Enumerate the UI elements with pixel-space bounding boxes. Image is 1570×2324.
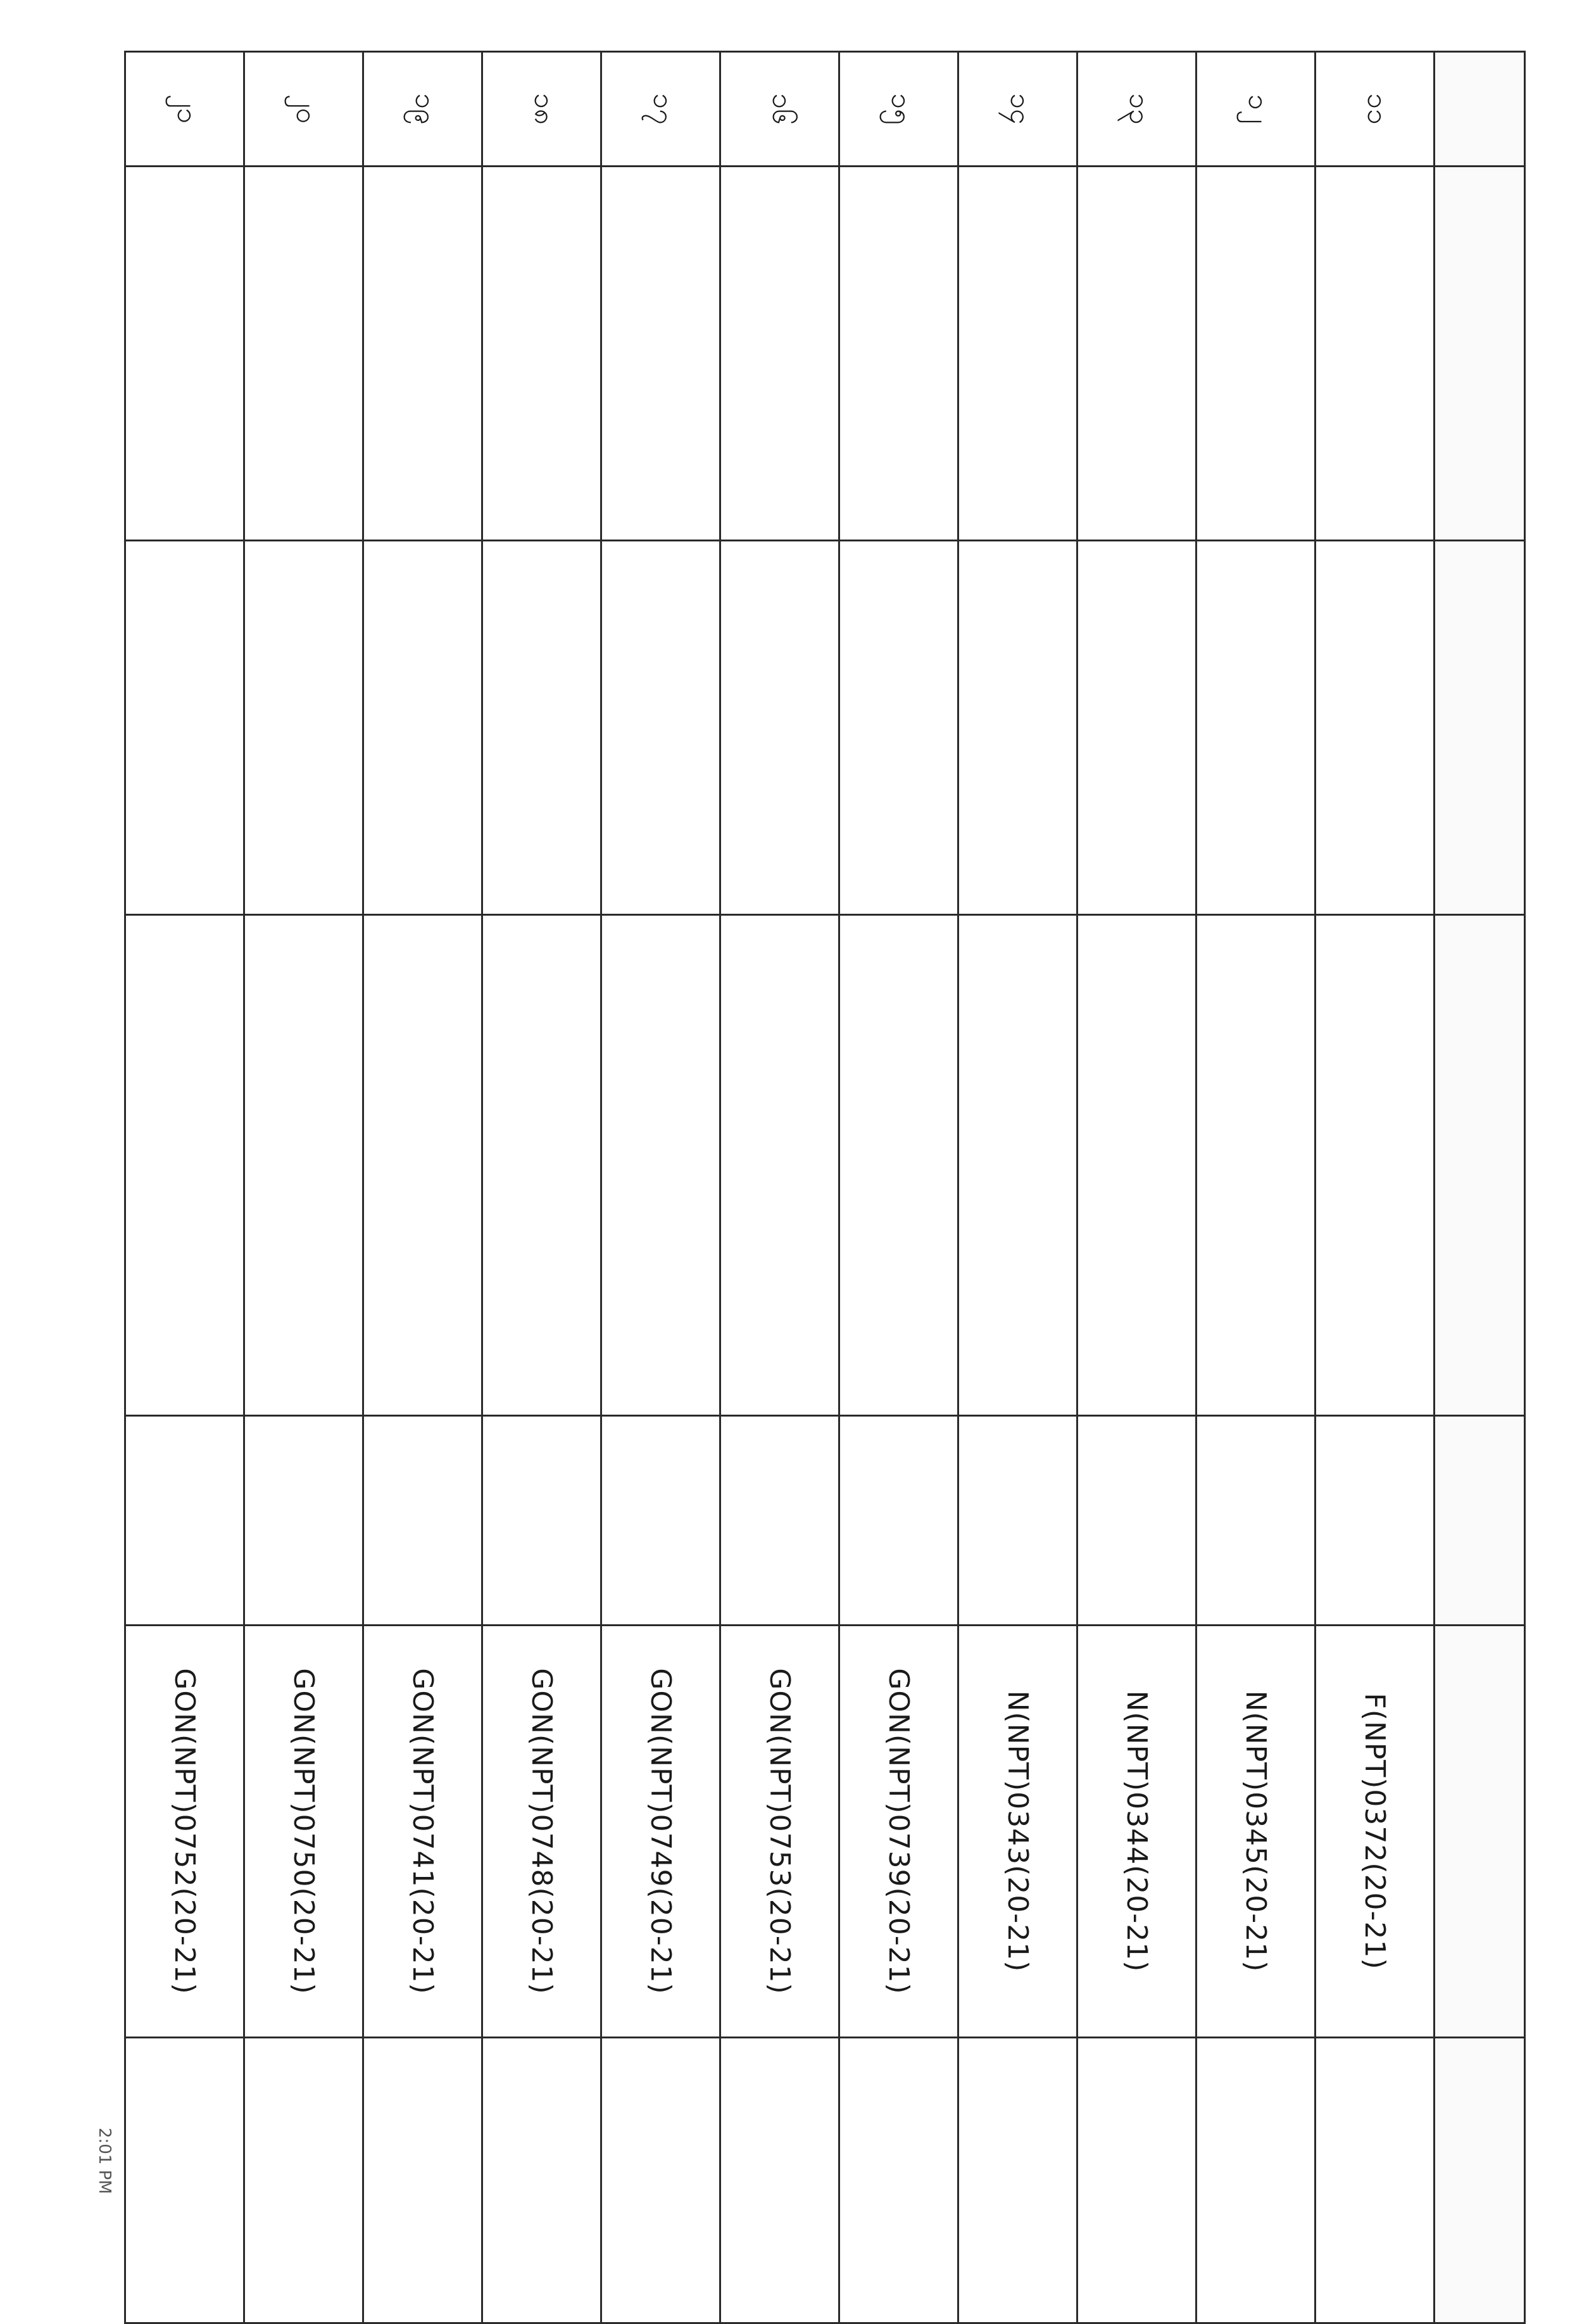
table-row [839,52,958,2323]
cell-type [601,1416,720,1626]
cell-reg: N(NPT)0344(20-21) [1077,1626,1196,2038]
cell-address [958,915,1077,1416]
cell-note [601,2038,720,2323]
table-row [244,52,363,2323]
cell-address [1316,915,1435,1416]
cell-father [839,541,958,915]
header-row [1435,52,1525,2323]
cell-note [839,2038,958,2323]
cell-type [839,1416,958,1626]
cell-no: ၁၄ [958,52,1077,167]
cell-note [363,2038,482,2323]
cell-no: ၁၃ [1077,52,1196,167]
cell-note [244,2038,363,2323]
cell-no: ၂၀ [244,52,363,167]
cell-reg: F(NPT)0372(20-21) [1316,1626,1435,2038]
table-row [125,52,244,2323]
cell-father [125,541,244,915]
cell-name [720,167,839,541]
cell-address [720,915,839,1416]
cell-reg: N(NPT)0343(20-21) [958,1626,1077,2038]
cell-address [601,915,720,1416]
cell-name [482,167,601,541]
cell-note [958,2038,1077,2323]
cell-father [720,541,839,915]
table-row [1077,52,1196,2323]
registry-table [124,51,1526,2324]
cell-name [125,167,244,541]
table-row [363,52,482,2323]
cell-name [1196,167,1316,541]
table-body [125,52,1435,2323]
cell-father [601,541,720,915]
cell-no: ၁၂ [1196,52,1316,167]
cell-type [125,1416,244,1626]
table-row [720,52,839,2323]
cell-father [958,541,1077,915]
cell-name [839,167,958,541]
cell-type [958,1416,1077,1626]
header-reg [1435,1626,1525,2038]
cell-no: ၁၆ [720,52,839,167]
cell-father [363,541,482,915]
cell-no: ၂၁ [125,52,244,167]
cell-address [839,915,958,1416]
table-header [1435,52,1525,2323]
cell-father [1316,541,1435,915]
cell-no: ၁၇ [601,52,720,167]
table-row [482,52,601,2323]
table-row [1316,52,1435,2323]
cell-reg: GON(NPT)0741(20-21) [363,1626,482,2038]
cell-address [482,915,601,1416]
cell-address [363,915,482,1416]
cell-address [1196,915,1316,1416]
cell-note [482,2038,601,2323]
page-title [79,63,117,2153]
cell-reg: GON(NPT)0749(20-21) [601,1626,720,2038]
cell-no: ၁၅ [839,52,958,167]
cell-name [1077,167,1196,541]
table-row [958,52,1077,2323]
cell-reg: GON(NPT)0750(20-21) [244,1626,363,2038]
cell-type [1196,1416,1316,1626]
cell-father [482,541,601,915]
cell-no: ၁၉ [363,52,482,167]
cell-name [1316,167,1435,541]
cell-father [244,541,363,915]
header-name [1435,167,1525,541]
cell-name [601,167,720,541]
cell-note [1196,2038,1316,2323]
cell-reg: GON(NPT)0748(20-21) [482,1626,601,2038]
cell-reg: GON(NPT)0739(20-21) [839,1626,958,2038]
cell-address [125,915,244,1416]
cell-type [720,1416,839,1626]
cell-father [1196,541,1316,915]
cell-father [1077,541,1196,915]
cell-name [958,167,1077,541]
header-type [1435,1416,1525,1626]
cell-note [1316,2038,1435,2323]
cell-note [1077,2038,1196,2323]
cell-reg: N(NPT)0345(20-21) [1196,1626,1316,2038]
table-row [601,52,720,2323]
cell-type [1077,1416,1196,1626]
cell-reg: GON(NPT)0752(20-21) [125,1626,244,2038]
header-father [1435,541,1525,915]
header-no [1435,52,1525,167]
cell-type [482,1416,601,1626]
cell-type [244,1416,363,1626]
cell-note [720,2038,839,2323]
cell-note [125,2038,244,2323]
cell-name [363,167,482,541]
cell-no: ၁၈ [482,52,601,167]
cell-no: ၁၁ [1316,52,1435,167]
cell-name [244,167,363,541]
cell-address [1077,915,1196,1416]
cell-address [244,915,363,1416]
header-note [1435,2038,1525,2323]
cell-type [1316,1416,1435,1626]
table-row [1196,52,1316,2323]
cell-type [363,1416,482,1626]
time-stamp: 2:01 PM [95,2128,114,2194]
cell-reg: GON(NPT)0753(20-21) [720,1626,839,2038]
header-address [1435,915,1525,1416]
